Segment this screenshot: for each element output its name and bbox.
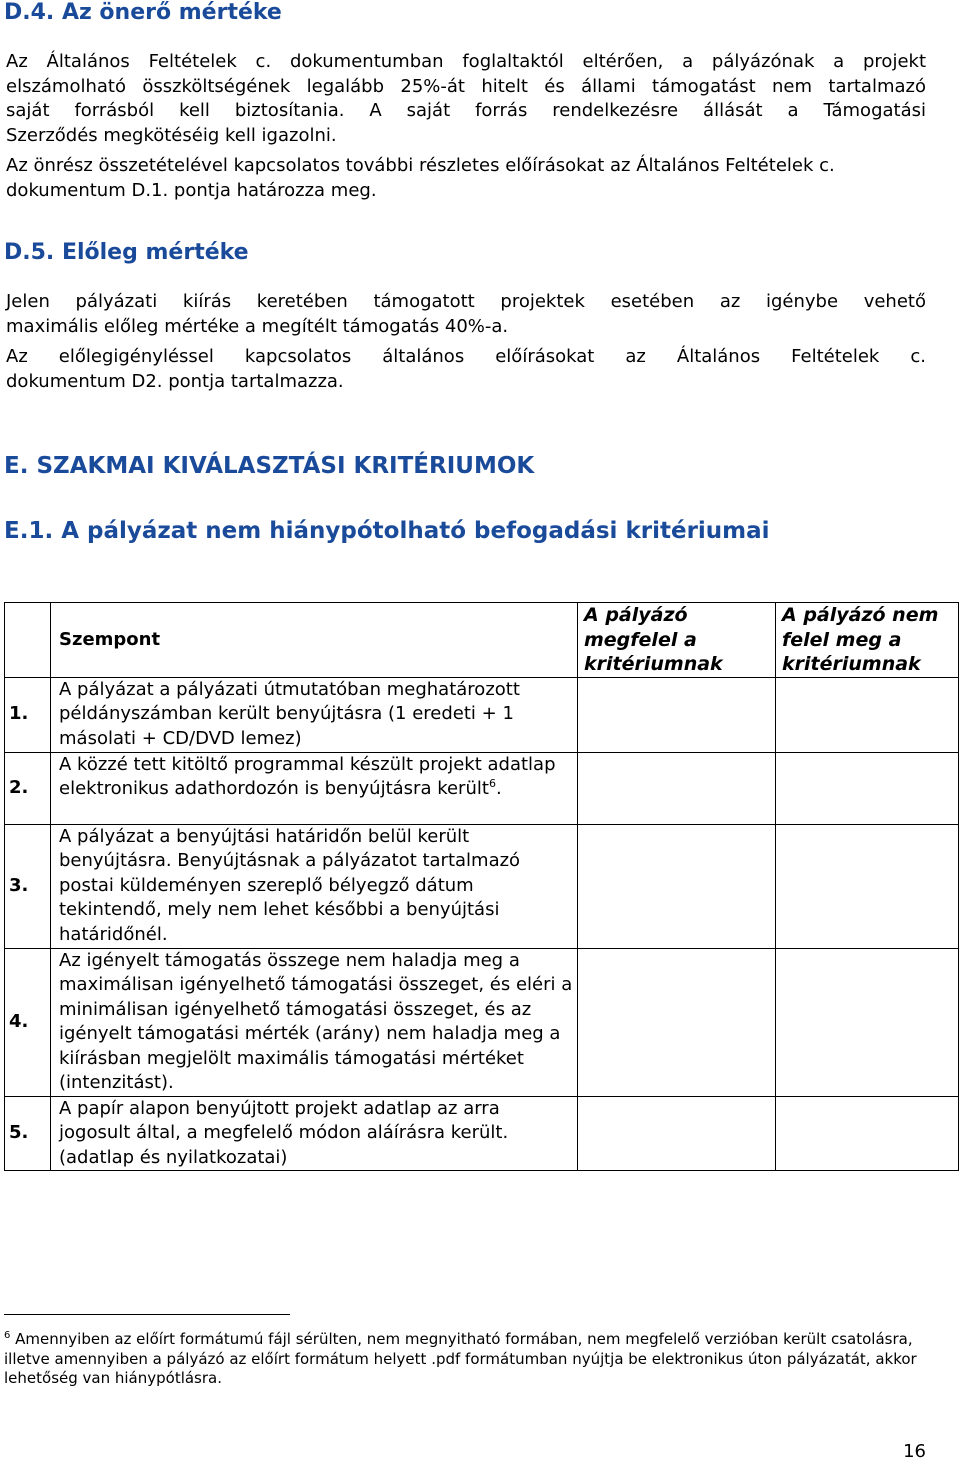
footnote-reference[interactable]: 6 bbox=[488, 777, 496, 790]
d4-p1-line: saját forrásból kell biztosítania. A saját forrás rendelkezésre állását a Támogatási bbox=[6, 100, 926, 121]
table-row bbox=[5, 1096, 959, 1171]
row-meets-cell bbox=[578, 1096, 776, 1171]
table-row bbox=[5, 824, 959, 948]
d4-p2-line: dokumentum D.1. pontja határozza meg. bbox=[6, 179, 377, 201]
d4-paragraph-1 bbox=[6, 50, 926, 148]
d5-p2-line: dokumentum D2. pontja tartalmazza. bbox=[6, 370, 344, 392]
header-meets: A pályázó megfelel a kritériumnak bbox=[578, 603, 776, 678]
row-criterion: A pályázat a pályázati útmutatóban meghatározott példányszámban került benyújtásra (1 eredeti + 1 másolati + CD/DVD lemez) bbox=[51, 677, 578, 752]
d5-paragraph-2 bbox=[6, 345, 926, 394]
row-meets-cell bbox=[578, 824, 776, 948]
d5-p1-line: Jelen pályázati kiírás keretében támogatott projektek esetében az igénybe vehető bbox=[6, 291, 926, 312]
d5-p2-line: Az előlegigényléssel kapcsolatos általános előírásokat az Általános Feltételek c. bbox=[6, 346, 926, 367]
table-row bbox=[5, 677, 959, 752]
row-criterion: A papír alapon benyújtott projekt adatlap az arra jogosult által, a megfelelő módon aláírásra került. (adatlap és nyilatkozatai) bbox=[51, 1096, 578, 1171]
row-number: 1. bbox=[5, 677, 51, 752]
section-title-d4: D.4. Az önerő mértéke bbox=[4, 0, 282, 25]
header-criterion: Szempont bbox=[51, 603, 578, 678]
row-number: 5. bbox=[5, 1096, 51, 1171]
row-not-meets-cell bbox=[776, 948, 959, 1096]
row-not-meets-cell bbox=[776, 677, 959, 752]
header-num bbox=[5, 603, 51, 678]
row-meets-cell bbox=[578, 752, 776, 824]
footnote-marker: 6 bbox=[4, 1330, 11, 1341]
header-not-meets: A pályázó nem felel meg a kritériumnak bbox=[776, 603, 959, 678]
criteria-table bbox=[4, 602, 959, 1171]
row-number: 4. bbox=[5, 948, 51, 1096]
row-meets-cell bbox=[578, 677, 776, 752]
section-title-d5: D.5. Előleg mértéke bbox=[4, 240, 249, 265]
row-not-meets-cell bbox=[776, 824, 959, 948]
footnote-text: Amennyiben az előírt formátumú fájl sérülten, nem megnyitható formában, nem megfelelő verzióban került csatolásra, illetve amennyiben a pályázó az előírt formátum helyett .pdf formátumban nyújtja be elektronikus úton pályázatát, akkor lehetőség van hiánypótlásra. bbox=[4, 1330, 917, 1387]
row-criterion-text-end: . bbox=[495, 778, 502, 799]
row-meets-cell bbox=[578, 948, 776, 1096]
table-header-row bbox=[5, 603, 959, 678]
d4-p1-line: Az Általános Feltételek c. dokumentumban foglaltaktól eltérően, a pályázónak a projekt bbox=[6, 51, 926, 72]
row-criterion: Az igényelt támogatás összege nem haladja meg a maximálisan igényelhető támogatási összeget, és eléri a minimálisan igényelhető támogatási összeget, és az igényelt támogatási mérték (arány) nem haladja meg a kiírásban megjelölt maximális támogatási mértéket (intenzitást). bbox=[51, 948, 578, 1096]
footnote bbox=[4, 1330, 926, 1389]
d4-p1-line: Szerződés megkötéséig kell igazolni. bbox=[6, 124, 337, 146]
row-number: 3. bbox=[5, 824, 51, 948]
table-row bbox=[5, 948, 959, 1096]
footnote-separator bbox=[4, 1314, 290, 1315]
page-number: 16 bbox=[903, 1441, 926, 1462]
d4-p1-line: elszámolható összköltségének legalább 25%-át hitelt és állami támogatást nem tartalmazó bbox=[6, 75, 926, 97]
d5-paragraph-1 bbox=[6, 290, 926, 339]
d4-p2-line: Az önrész összetételével kapcsolatos további részletes előírásokat az Általános Feltételek c. bbox=[6, 155, 835, 176]
d4-paragraph-2 bbox=[6, 154, 926, 203]
row-not-meets-cell bbox=[776, 752, 959, 824]
table-row bbox=[5, 752, 959, 824]
section-title-e: E. SZAKMAI KIVÁLASZTÁSI KRITÉRIUMOK bbox=[4, 453, 535, 479]
row-criterion: A pályázat a benyújtási határidőn belül került benyújtásra. Benyújtásnak a pályázatot tartalmazó postai küldeményen szereplő bélyegző dátum tekintendő, mely nem lehet későbbi a benyújtási határidőnél. bbox=[51, 824, 578, 948]
row-criterion-text: A közzé tett kitöltő programmal készült projekt adatlap elektronikus adathordozón is benyújtásra került bbox=[59, 753, 556, 799]
d5-p1-line: maximális előleg mértéke a megítélt támogatás 40%-a. bbox=[6, 315, 509, 337]
row-criterion bbox=[51, 752, 578, 824]
row-not-meets-cell bbox=[776, 1096, 959, 1171]
section-title-e1: E.1. A pályázat nem hiánypótolható befogadási kritériumai bbox=[4, 518, 770, 544]
row-number: 2. bbox=[5, 752, 51, 824]
